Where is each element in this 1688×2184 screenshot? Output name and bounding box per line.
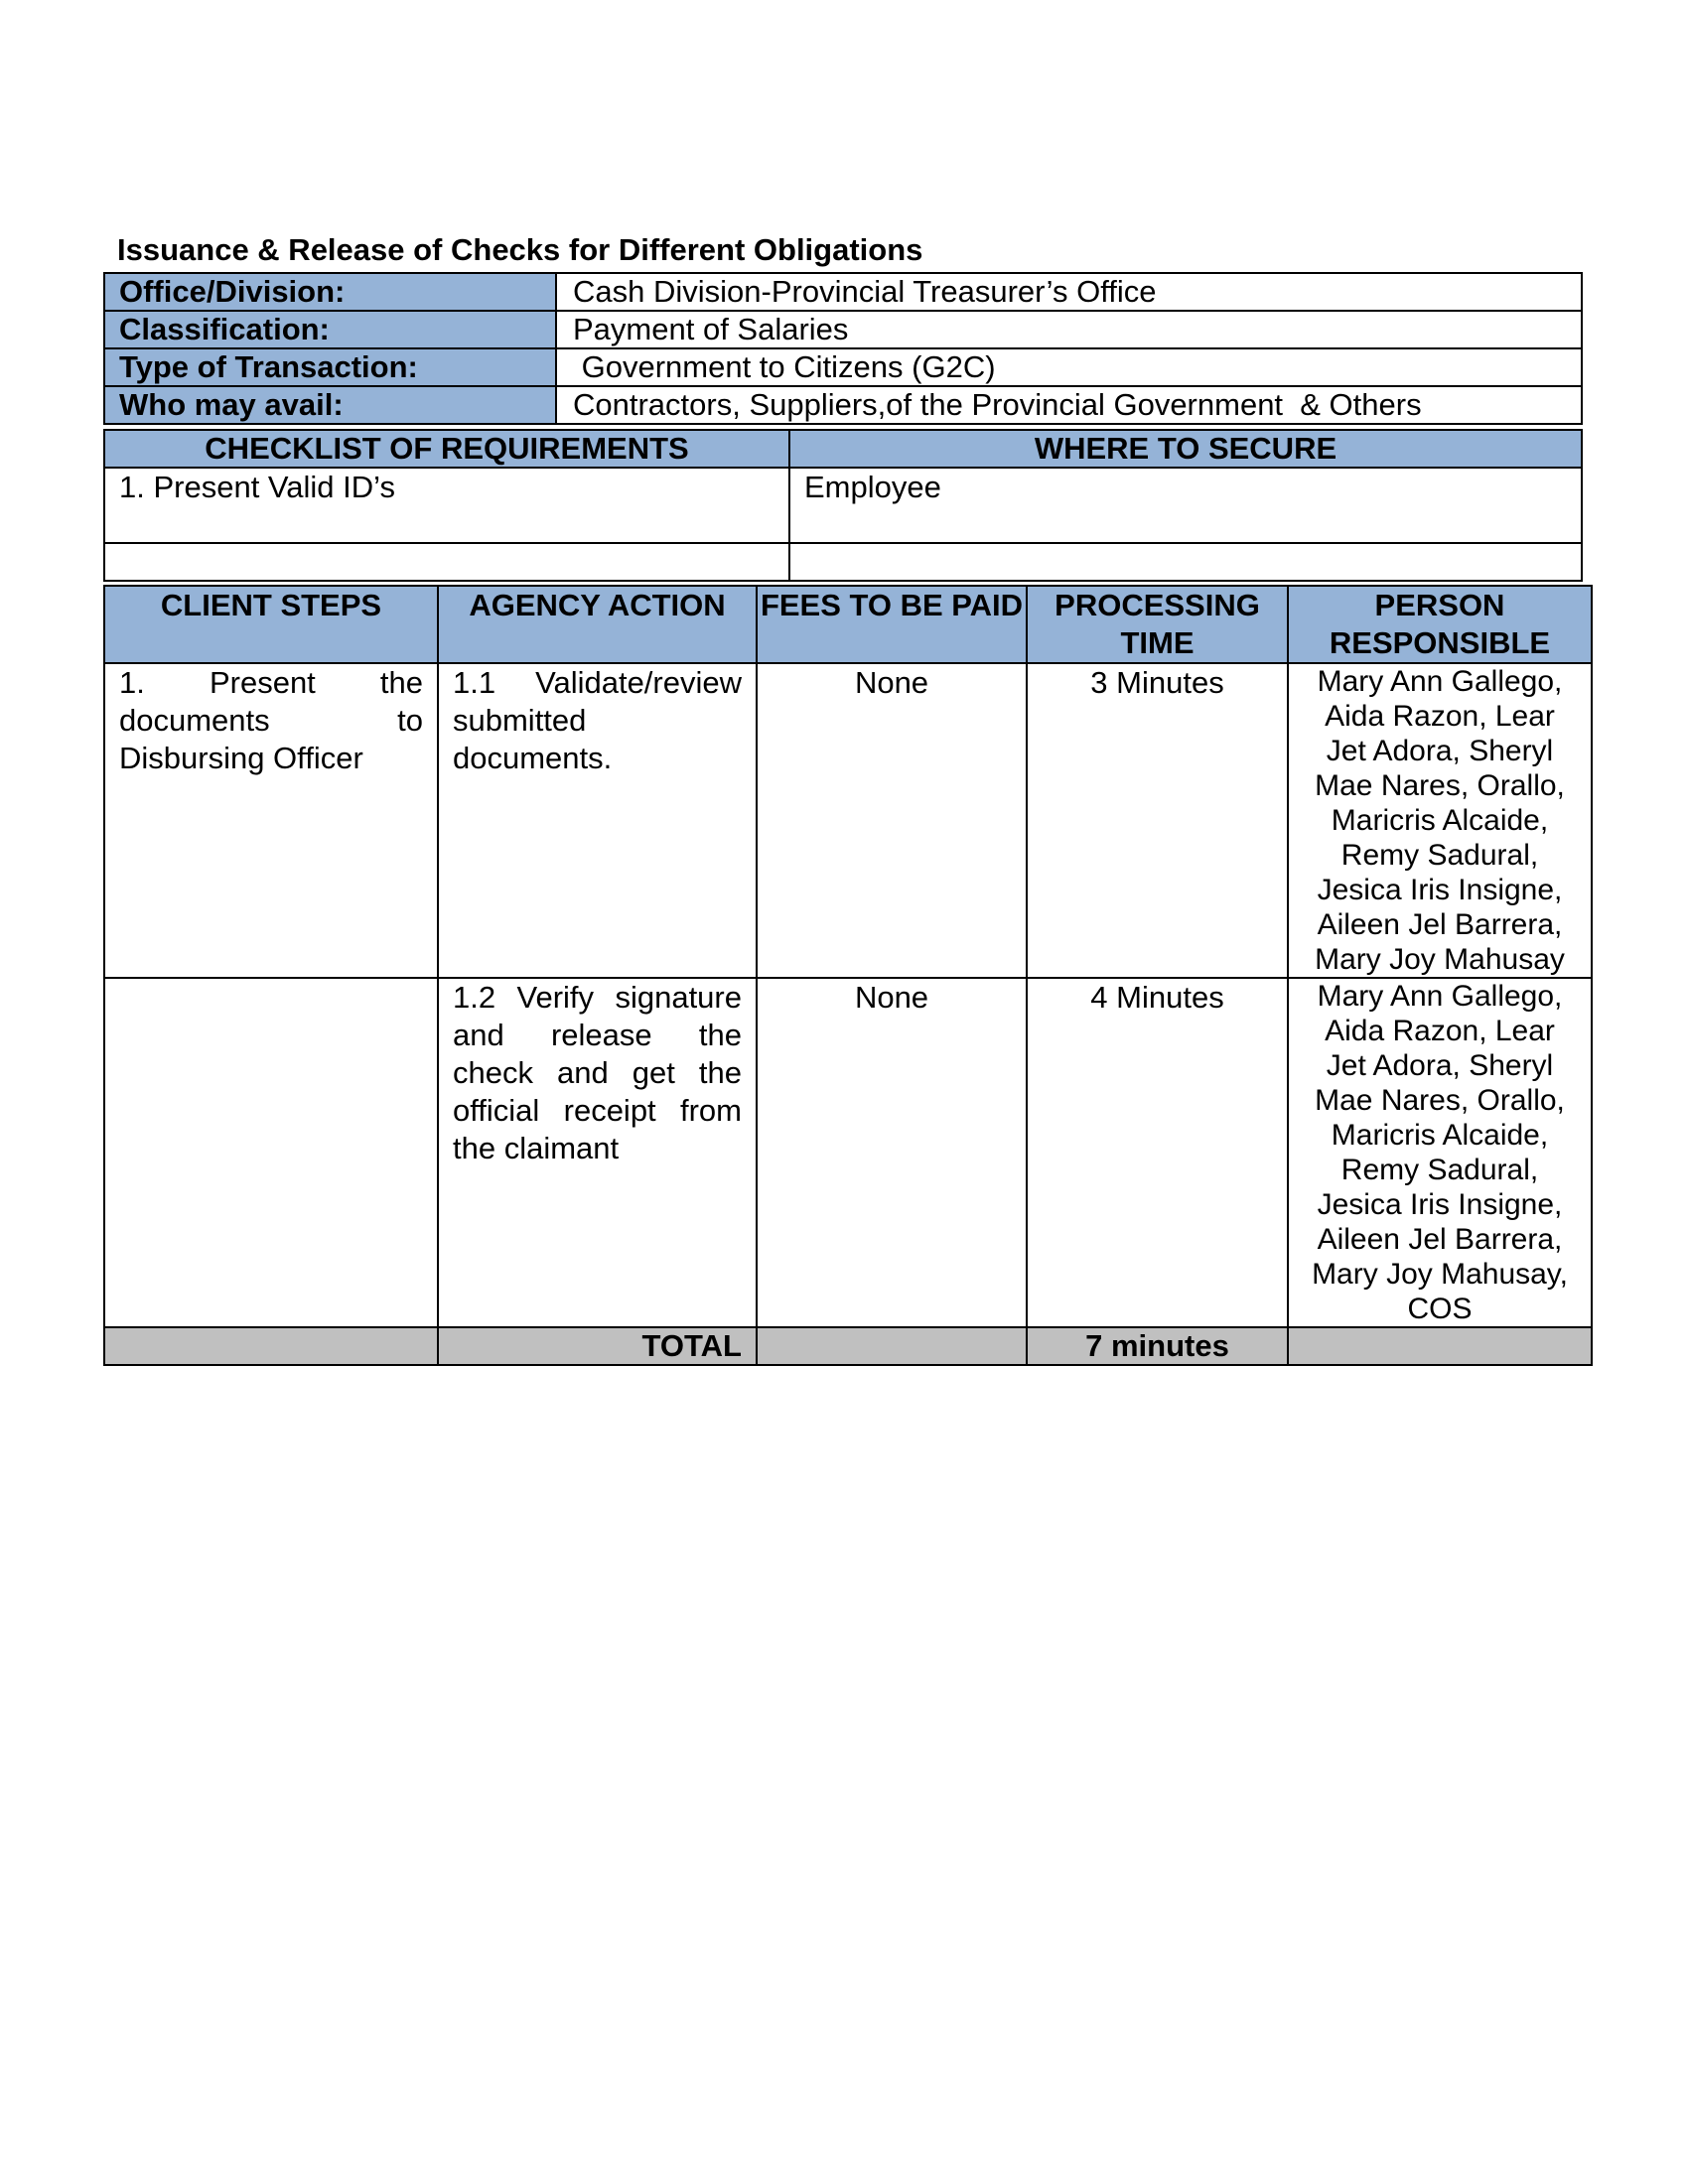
checklist-row (104, 468, 1582, 543)
fees-cell: None (757, 978, 1027, 1327)
transaction-type-label: Type of Transaction: (104, 348, 556, 386)
agency-action-header: AGENCY ACTION (438, 586, 757, 663)
office-division-value: Cash Division-Provincial Treasurer’s Office (556, 273, 1582, 311)
info-table (103, 272, 1583, 425)
classification-label: Classification: (104, 311, 556, 348)
document-title: Issuance & Release of Checks for Different Obligations (117, 232, 923, 267)
office-division-label: Office/Division: (104, 273, 556, 311)
classification-value: Payment of Salaries (556, 311, 1582, 348)
processing-time-cell: 3 Minutes (1027, 663, 1288, 978)
checklist-header-row (104, 430, 1582, 468)
where-to-secure-cell: Employee (789, 468, 1582, 543)
info-row-classification (104, 311, 1582, 348)
total-empty-cell (104, 1327, 438, 1365)
checklist-row (104, 543, 1582, 581)
processing-time-header: PROCESSING TIME (1027, 586, 1288, 663)
where-to-secure-header: WHERE TO SECURE (789, 430, 1582, 468)
transaction-type-value: Government to Citizens (G2C) (556, 348, 1582, 386)
client-step-text: 1. Present the documents to (119, 665, 423, 738)
total-row (104, 1327, 1592, 1365)
processing-time-cell: 4 Minutes (1027, 978, 1288, 1327)
person-responsible-cell: Mary Ann Gallego, Aida Razon, Lear Jet Adora, Sheryl Mae Nares, Orallo, Maricris Alcaide, Remy Sadural, Jesica Iris Insigne, Aileen Jel Barrera, Mary Joy Mahusay (1288, 663, 1592, 978)
info-row-transaction-type (104, 348, 1582, 386)
person-responsible-cell: Mary Ann Gallego, Aida Razon, Lear Jet Adora, Sheryl Mae Nares, Orallo, Maricris Alcaide, Remy Sadural, Jesica Iris Insigne, Aileen Jel Barrera, Mary Joy Mahusay, COS (1288, 978, 1592, 1327)
who-may-avail-value: Contractors, Suppliers,of the Provincial Government & Others (556, 386, 1582, 424)
client-steps-header: CLIENT STEPS (104, 586, 438, 663)
total-person-cell (1288, 1327, 1592, 1365)
client-step-cell (104, 663, 438, 978)
who-may-avail-label: Who may avail: (104, 386, 556, 424)
agency-action-cell: 1.2 Verify signature and release the check and get the official receipt from the claimant (438, 978, 757, 1327)
steps-header-row (104, 586, 1592, 663)
client-step-text-cont: Disbursing Officer (119, 741, 363, 775)
requirement-cell: 1. Present Valid ID’s (104, 468, 789, 543)
info-row-office (104, 273, 1582, 311)
fees-header: FEES TO BE PAID (757, 586, 1027, 663)
fees-cell: None (757, 663, 1027, 978)
checklist-table (103, 429, 1583, 582)
client-step-cell (104, 978, 438, 1327)
checklist-requirements-header: CHECKLIST OF REQUIREMENTS (104, 430, 789, 468)
step-row (104, 978, 1592, 1327)
requirement-cell (104, 543, 789, 581)
person-responsible-header: PERSON RESPONSIBLE (1288, 586, 1592, 663)
total-time: 7 minutes (1027, 1327, 1288, 1365)
step-row (104, 663, 1592, 978)
agency-action-cell: 1.1 Validate/review submitted documents. (438, 663, 757, 978)
total-fees-cell (757, 1327, 1027, 1365)
where-to-secure-cell (789, 543, 1582, 581)
total-label: TOTAL (438, 1327, 757, 1365)
steps-table (103, 585, 1593, 1366)
info-row-who-may-avail (104, 386, 1582, 424)
